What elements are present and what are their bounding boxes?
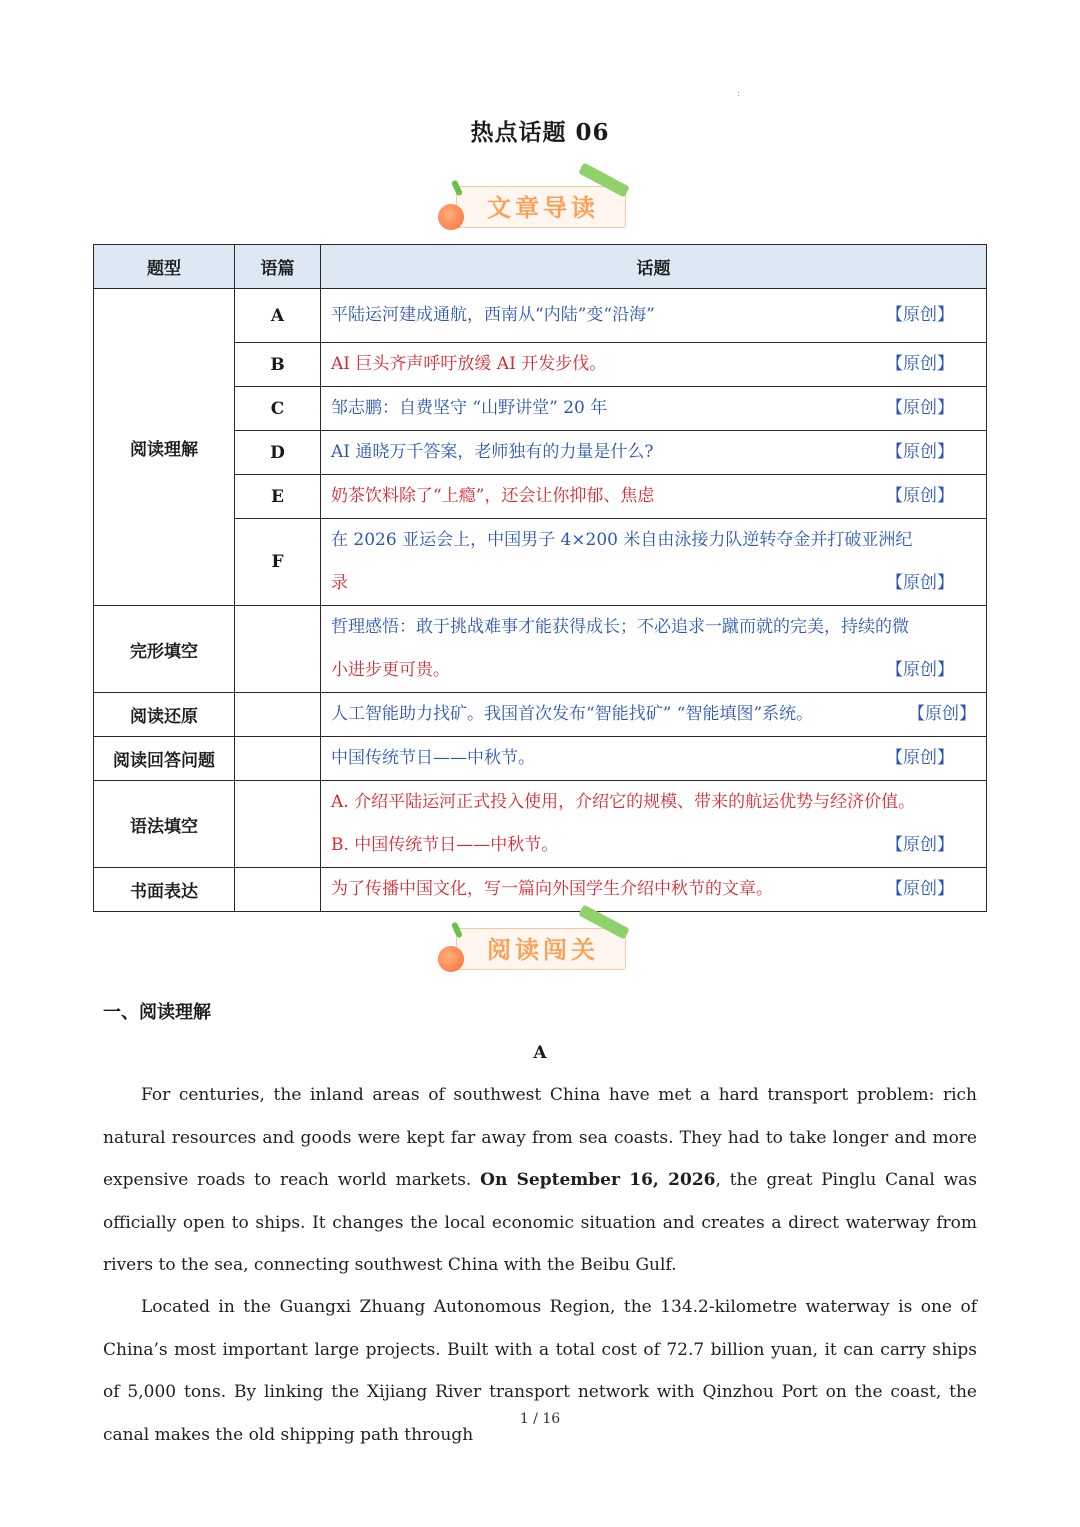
passage-cell: F [235, 519, 321, 606]
badge-label: 阅读闯关 [487, 936, 599, 964]
source-tag: 【原创】 [908, 704, 976, 724]
table-row [94, 693, 987, 737]
table-row [94, 606, 987, 693]
topic-text: AI 通晓万千答案，老师独有的力量是什么? [331, 442, 654, 462]
section-heading: 一、阅读理解 [103, 1002, 211, 1023]
passage-cell [235, 781, 321, 868]
page-title: 热点话题 06 [470, 119, 610, 146]
topic-text: 中国传统节日——中秋节。 [331, 748, 535, 768]
topic-cell [321, 343, 987, 387]
header-type: 题型 [94, 245, 235, 289]
source-tag: 【原创】 [886, 660, 954, 680]
topic-cell [321, 693, 987, 737]
type-cell: 阅读还原 [94, 693, 235, 737]
passage-cell [235, 606, 321, 693]
passage-cell: C [235, 387, 321, 431]
header-passage: 语篇 [235, 245, 321, 289]
source-tag: 【原创】 [886, 398, 954, 418]
passage-cell [235, 693, 321, 737]
badge-article-guide [440, 174, 640, 234]
topic-text: 奶茶饮料除了“上瘾”，还会让你抑郁、焦虑 [331, 486, 655, 506]
topic-text: 平陆运河建成通航，西南从“内陆”变“沿海” [331, 305, 655, 325]
source-tag: 【原创】 [886, 305, 954, 325]
topic-cell [321, 387, 987, 431]
passage-cell: D [235, 431, 321, 475]
paragraph-1 [103, 1074, 977, 1287]
type-cell: 书面表达 [94, 868, 235, 912]
header-topic: 话题 [321, 245, 987, 289]
topic-text: 为了传播中国文化，写一篇向外国学生介绍中秋节的文章。 [331, 879, 773, 899]
topic-text: 人工智能助力找矿。我国首次发布“智能找矿” “智能填图”系统。 [331, 704, 814, 724]
passage-cell: E [235, 475, 321, 519]
topic-cell [321, 289, 987, 343]
topic-text: 邹志鹏：自费坚守 “山野讲堂” 20 年 [331, 398, 608, 418]
source-tag: 【原创】 [886, 748, 954, 768]
stray-mark: : [737, 88, 741, 99]
source-tag: 【原创】 [886, 879, 954, 899]
topic-text: A. 介绍平陆运河正式投入使用，介绍它的规模、带来的航运优势与经济价值。 [331, 792, 916, 812]
topic-text: AI 巨头齐声呼吁放缓 AI 开发步伐。 [331, 354, 607, 374]
passage-title: A [533, 1043, 547, 1063]
paragraph-1-date: On September 16, 2026 [480, 1170, 716, 1190]
table-row [94, 737, 987, 781]
peach-icon [438, 204, 464, 230]
topic-cell [321, 781, 987, 868]
type-cell: 完形填空 [94, 606, 235, 693]
topic-text-cont: 小进步更可贵。 [331, 660, 450, 680]
type-cell: 阅读回答问题 [94, 737, 235, 781]
source-tag: 【原创】 [886, 354, 954, 374]
topic-text-cont: B. 中国传统节日——中秋节。 [331, 835, 559, 855]
paragraph-1-text-cont: , the great Pinglu Canal was officially open to ships. It changes the local economic situation and creates a direct waterway from rivers to the sea, connecting southwest China with the Beibu Gulf. [103, 1170, 978, 1275]
source-tag: 【原创】 [886, 486, 954, 506]
paragraph-2: Located in the Guangxi Zhuang Autonomous Region, the 134.2-kilometre waterway is one of China’s most important large projects. Built with a total cost of 72.7 billion yuan, it can carry ships of 5,000 tons. By linking the Xijiang River transport network with Qinzhou Port on the coast, the canal makes the old shipping path through [103, 1297, 977, 1445]
table-row [94, 289, 987, 343]
passage-cell [235, 737, 321, 781]
table-row [94, 868, 987, 912]
type-cell: 语法填空 [94, 781, 235, 868]
table-row [94, 781, 987, 868]
passage-cell [235, 868, 321, 912]
type-cell: 阅读理解 [94, 289, 235, 606]
passage-cell: B [235, 343, 321, 387]
topic-cell [321, 519, 987, 606]
topic-cell [321, 737, 987, 781]
page-number: 1 / 16 [519, 1411, 561, 1427]
badge-reading-challenge [440, 916, 640, 976]
topic-guide-table [93, 244, 987, 912]
source-tag: 【原创】 [886, 835, 954, 855]
topic-cell [321, 868, 987, 912]
topic-text: 在 2026 亚运会上，中国男子 4×200 米自由泳接力队逆转夺金并打破亚洲纪 [331, 530, 913, 550]
topic-cell [321, 431, 987, 475]
topic-cell [321, 606, 987, 693]
topic-cell [321, 475, 987, 519]
peach-icon [438, 946, 464, 972]
table-header-row [94, 245, 987, 289]
topic-text-cont: 录 [331, 573, 348, 593]
badge-label: 文章导读 [487, 194, 599, 222]
paragraph-1-text: For centuries, the inland areas of southwest China have met a hard transport problem: rich natural resources and goods were kept far away from sea coasts. They had to take longer and more expensive roads to reach world markets. [103, 1085, 977, 1190]
passage-cell: A [235, 289, 321, 343]
source-tag: 【原创】 [886, 442, 954, 462]
topic-text: 哲理感悟：敢于挑战难事才能获得成长；不必追求一蹴而就的完美，持续的微 [331, 617, 909, 637]
source-tag: 【原创】 [886, 573, 954, 593]
